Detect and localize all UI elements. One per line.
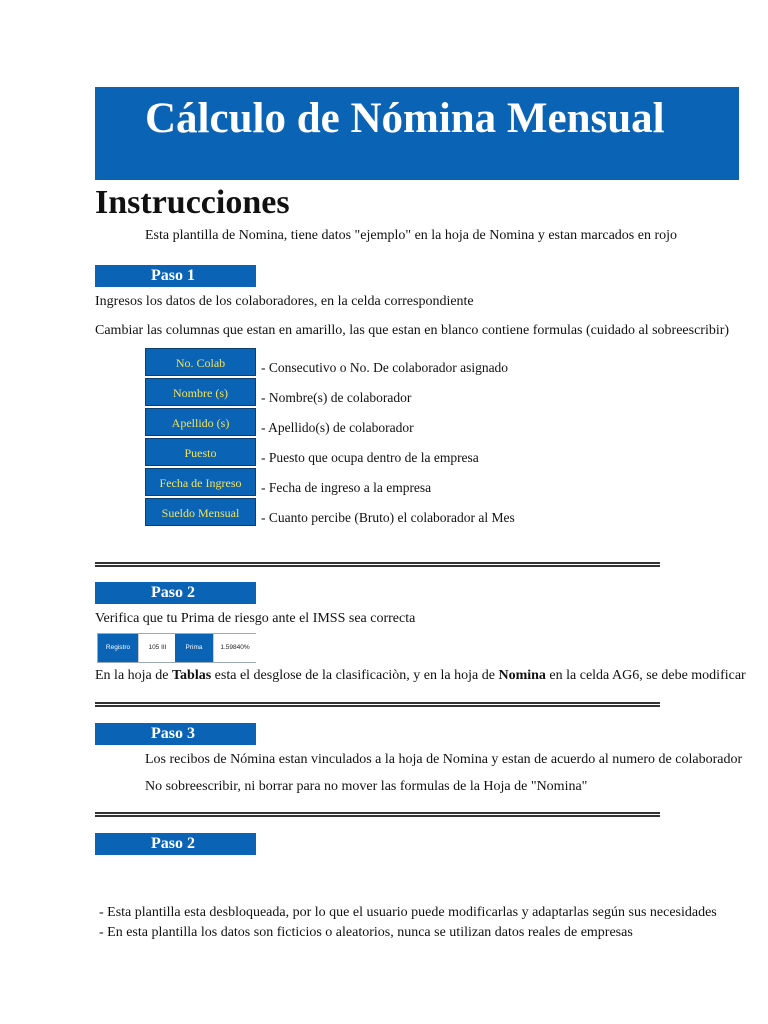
column-box: Fecha de Ingreso [145,468,256,496]
column-desc: - Cuanto percibe (Bruto) el colaborador al Mes [261,510,515,525]
step-2-label: Paso 2 [95,582,256,604]
section-divider [95,812,660,817]
registro-value: 105 III [138,634,176,662]
note-item: - En esta plantilla los datos son ficticios o aleatorios, nunca se utilizan datos reales de empresas [99,925,633,940]
column-box: No. Colab [145,348,256,376]
intro-text: Esta plantilla de Nomina, tiene datos "ejemplo" en la hoja de Nomina y estan marcados en rojo [145,228,677,243]
column-box: Nombre (s) [145,378,256,406]
prima-label: Prima [175,634,213,662]
step-2-text: esta el desglose de la clasificaciòn, y en la hoja de [211,668,499,683]
note-item: - Esta plantilla esta desbloqueada, por lo que el usuario puede modificarlas y adaptarlas según sus necesidades [99,905,717,920]
step-3-line-1: Los recibos de Nómina estan vinculados a la hoja de Nomina y estan de acuerdo al numero de colaborador [145,752,743,767]
step-1-line-1: Ingresos los datos de los colaboradores, en la celda correspondiente [95,294,474,309]
prima-riesgo-table [97,633,256,663]
registro-label: Registro [98,634,138,662]
step-1-label: Paso 1 [95,265,256,287]
column-box: Puesto [145,438,256,466]
column-desc: - Puesto que ocupa dentro de la empresa [261,450,479,465]
instructions-heading: Instrucciones [95,184,290,221]
column-desc: - Consecutivo o No. De colaborador asignado [261,360,509,375]
nomina-sheet-name: Nomina [498,668,546,683]
step-3-label: Paso 3 [95,723,256,745]
column-box: Sueldo Mensual [145,498,256,526]
page-title: Cálculo de Nómina Mensual [145,95,665,142]
column-box: Apellido (s) [145,408,256,436]
prima-value: 1.59840% [213,634,256,662]
step-3-line-2: No sobreescribir, ni borrar para no mover las formulas de la Hoja de "Nomina" [145,779,588,794]
step-2-line-2 [95,668,746,684]
step-1-line-2: Cambiar las columnas que estan en amarillo, las que estan en blanco contiene formulas (cuidado al sobreescribir) [95,323,730,338]
step-2-text: En la hoja de [95,668,172,683]
column-desc: - Apellido(s) de colaborador [261,420,414,435]
column-desc: - Fecha de ingreso a la empresa [261,480,432,495]
step-4-label: Paso 2 [95,833,256,855]
section-divider [95,562,660,567]
column-desc: - Nombre(s) de colaborador [261,390,412,405]
section-divider [95,702,660,707]
tablas-sheet-name: Tablas [171,668,212,683]
step-2-line-1: Verifica que tu Prima de riesgo ante el IMSS sea correcta [95,611,416,626]
step-2-text: en la celda AG6, se debe modificar [545,668,746,683]
